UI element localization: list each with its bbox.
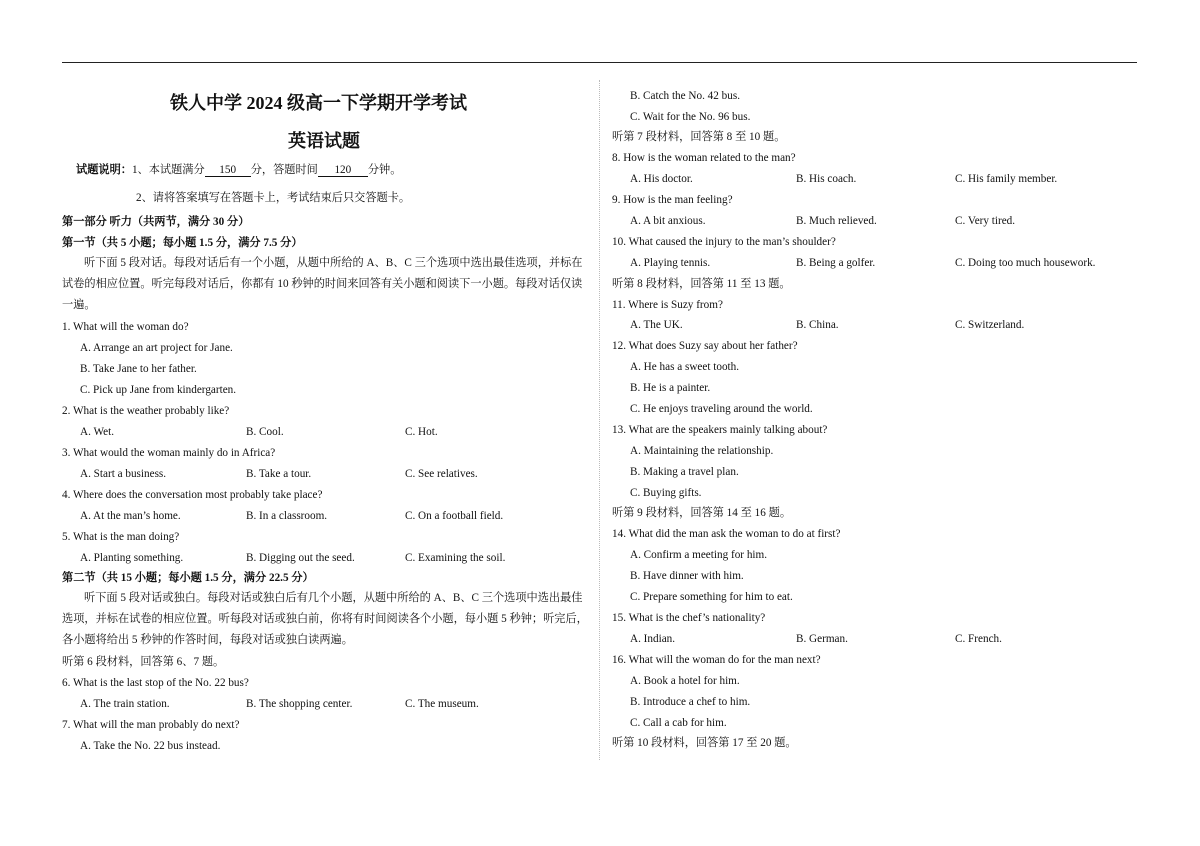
option-a: A. The train station. (80, 698, 170, 710)
material-note: 听第 8 段材料，回答第 11 至 13 题。 (612, 278, 791, 290)
instructions-line-2: 2、请将答案填写在答题卡上，考试结束后只交答题卡。 (136, 192, 411, 204)
option-b: B. In a classroom. (246, 510, 328, 522)
question-stem: 5. What is the man doing? (62, 531, 180, 543)
question-stem: 15. What is the chef’s nationality? (612, 612, 766, 624)
option-c: C. Buying gifts. (630, 487, 702, 499)
option-a: A. Wet. (80, 426, 115, 438)
option-c: C. French. (955, 633, 1002, 645)
option-c: C. Pick up Jane from kindergarten. (80, 384, 237, 396)
material-note: 听第 10 段材料，回答第 17 至 20 题。 (612, 737, 797, 749)
option-b: B. German. (796, 633, 848, 645)
section2-heading: 第二节（共 15 小题；每小题 1.5 分，满分 22.5 分） (62, 572, 314, 584)
exam-title: 铁人中学 2024 级高一下学期开学考试 (170, 93, 467, 113)
instructions-text: 1、本试题满分 (131, 164, 205, 176)
question-stem: 1. What will the woman do? (62, 321, 189, 333)
option-b: B. Being a golfer. (796, 257, 876, 269)
score-value: 150 (205, 164, 251, 177)
option-a: A. Take the No. 22 bus instead. (80, 740, 221, 752)
option-c: C. Examining the soil. (405, 552, 506, 564)
option-c: C. On a football field. (405, 510, 504, 522)
option-c: C. Switzerland. (955, 319, 1025, 331)
option-b: B. Making a travel plan. (630, 466, 739, 478)
option-b: B. Introduce a chef to him. (630, 696, 751, 708)
option-c: C. He enjoys traveling around the world. (630, 403, 813, 415)
option-a: A. The UK. (630, 319, 683, 331)
option-a: A. Book a hotel for him. (630, 675, 740, 687)
material-note: 听第 6 段材料，回答第 6、7 题。 (62, 656, 225, 668)
option-b: B. His coach. (796, 173, 857, 185)
option-a: A. Indian. (630, 633, 676, 645)
instructions-label: 试题说明： (76, 164, 132, 176)
question-stem: 16. What will the woman do for the man next? (612, 654, 821, 666)
option-b: B. Take Jane to her father. (80, 363, 197, 375)
option-a: A. Arrange an art project for Jane. (80, 342, 233, 354)
option-a: A. Maintaining the relationship. (630, 445, 774, 457)
instructions-text: 分，答题时间 (250, 164, 318, 176)
option-a: A. He has a sweet tooth. (630, 361, 740, 373)
question-stem: 9. How is the man feeling? (612, 194, 733, 206)
option-a: A. Playing tennis. (630, 257, 711, 269)
material-note: 听第 7 段材料，回答第 8 至 10 题。 (612, 131, 786, 143)
question-stem: 13. What are the speakers mainly talking about? (612, 424, 828, 436)
section2-directions: 听下面 5 段对话或独白。每段对话或独白后有几个小题，从题中所给的 A、B、C 三个选项中选出最佳选项，并标在试卷的相应位置。听每段对话或独白前，你将有时间阅读各个小题，每小题 5 秒钟；听完后，各小题将给出 5 秒钟的作答时间，每段对话或独白读两遍。 (62, 592, 588, 646)
option-a: A. A bit anxious. (630, 215, 706, 227)
option-c: C. Hot. (405, 426, 438, 438)
option-b: B. China. (796, 319, 839, 331)
option-b: B. Cool. (246, 426, 284, 438)
option-b: B. The shopping center. (246, 698, 353, 710)
option-b: B. Take a tour. (246, 468, 312, 480)
time-value: 120 (318, 164, 368, 177)
question-stem: 11. Where is Suzy from? (612, 299, 723, 311)
option-b: B. Have dinner with him. (630, 570, 744, 582)
instructions-line-1 (76, 163, 401, 177)
option-b: B. He is a painter. (630, 382, 711, 394)
option-c: C. Call a cab for him. (630, 717, 727, 729)
option-a: A. Confirm a meeting for him. (630, 549, 768, 561)
option-a: A. Start a business. (80, 468, 167, 480)
question-stem: 4. Where does the conversation most probably take place? (62, 489, 323, 501)
option-c: C. Prepare something for him to eat. (630, 591, 793, 603)
question-stem: 8. How is the woman related to the man? (612, 152, 796, 164)
option-c: C. Doing too much housework. (955, 257, 1096, 269)
top-rule (62, 62, 1137, 63)
instructions-text: 分钟。 (367, 164, 402, 176)
option-c: C. The museum. (405, 698, 479, 710)
option-a: A. Planting something. (80, 552, 184, 564)
option-a: A. At the man’s home. (80, 510, 181, 522)
material-note: 听第 9 段材料，回答第 14 至 16 题。 (612, 507, 792, 519)
part1-heading: 第一部分 听力（共两节，满分 30 分） (62, 216, 250, 228)
question-stem: 10. What caused the injury to the man’s shoulder? (612, 236, 836, 248)
column-divider (599, 80, 600, 760)
option-c: C. Very tired. (955, 215, 1016, 227)
option-b: B. Much relieved. (796, 215, 877, 227)
exam-subtitle: 英语试题 (288, 131, 360, 151)
section1-heading: 第一节（共 5 小题；每小题 1.5 分，满分 7.5 分） (62, 237, 303, 249)
option-c: C. Wait for the No. 96 bus. (630, 111, 751, 123)
option-c: C. See relatives. (405, 468, 478, 480)
question-stem: 3. What would the woman mainly do in Africa? (62, 447, 276, 459)
question-stem: 7. What will the man probably do next? (62, 719, 240, 731)
section1-directions: 听下面 5 段对话。每段对话后有一个小题，从题中所给的 A、B、C 三个选项中选出最佳选项，并标在试卷的相应位置。听完每段对话后，你都有 10 秒钟的时间来回答有关小题和阅读下一小题。每段对话仅读一遍。 (62, 257, 583, 311)
question-stem: 6. What is the last stop of the No. 22 bus? (62, 677, 249, 689)
question-stem: 14. What did the man ask the woman to do at first? (612, 528, 841, 540)
question-stem: 2. What is the weather probably like? (62, 405, 230, 417)
option-a: A. His doctor. (630, 173, 693, 185)
option-c: C. His family member. (955, 173, 1058, 185)
option-b: B. Catch the No. 42 bus. (630, 90, 741, 102)
option-b: B. Digging out the seed. (246, 552, 355, 564)
question-stem: 12. What does Suzy say about her father? (612, 340, 798, 352)
